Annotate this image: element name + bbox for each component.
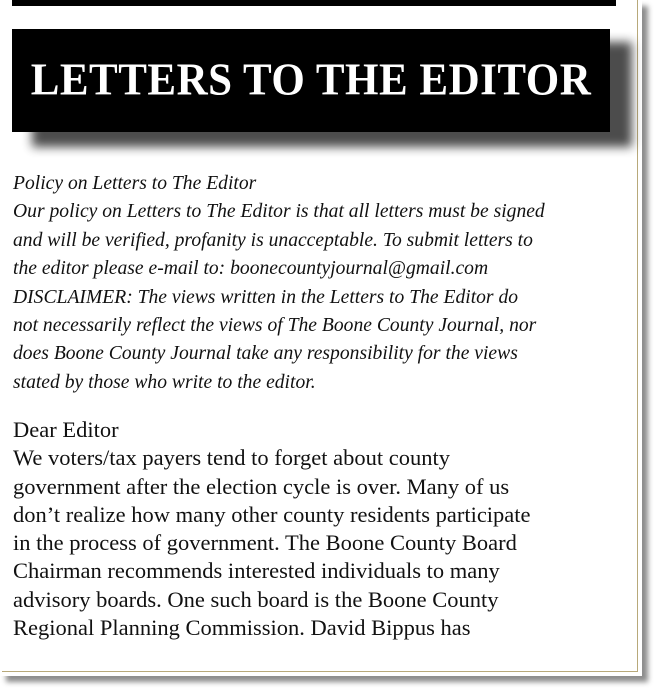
section-title: LETTERS TO THE EDITOR <box>30 55 592 106</box>
letter-line: in the process of government. The Boone County Board <box>13 530 517 556</box>
letter-line: don’t realize how many other county residents participate <box>13 501 531 527</box>
letter-line: Chairman recommends interested individuals to many <box>13 558 500 584</box>
letter-line: Regional Planning Commission. David Bippus has <box>13 615 471 641</box>
disclaimer-line: stated by those who write to the editor. <box>13 371 316 393</box>
letter-line: We voters/tax payers tend to forget about county <box>13 445 451 471</box>
letter-salutation: Dear Editor <box>13 417 119 442</box>
policy-line: and will be verified, profanity is unacceptable. To submit letters to <box>13 229 533 251</box>
top-rule <box>12 0 616 6</box>
letter-body <box>13 416 623 642</box>
disclaimer-line: does Boone County Journal take any responsibility for the views <box>13 343 518 365</box>
policy-line: Our policy on Letters to The Editor is that all letters must be signed <box>13 201 545 223</box>
disclaimer-line: not necessarily reflect the views of The Boone County Journal, nor <box>13 315 537 337</box>
policy-line: the editor please e-mail to: boonecountyjournal@gmail.com <box>13 258 489 280</box>
letter-line: advisory boards. One such board is the Boone County <box>13 586 499 612</box>
section-banner <box>12 29 610 132</box>
disclaimer-line: DISCLAIMER: The views written in the Letters to The Editor do <box>13 286 519 308</box>
policy-heading: Policy on Letters to The Editor <box>13 173 257 194</box>
letter-line: government after the election cycle is over. Many of us <box>13 473 510 499</box>
policy-block <box>13 170 623 397</box>
